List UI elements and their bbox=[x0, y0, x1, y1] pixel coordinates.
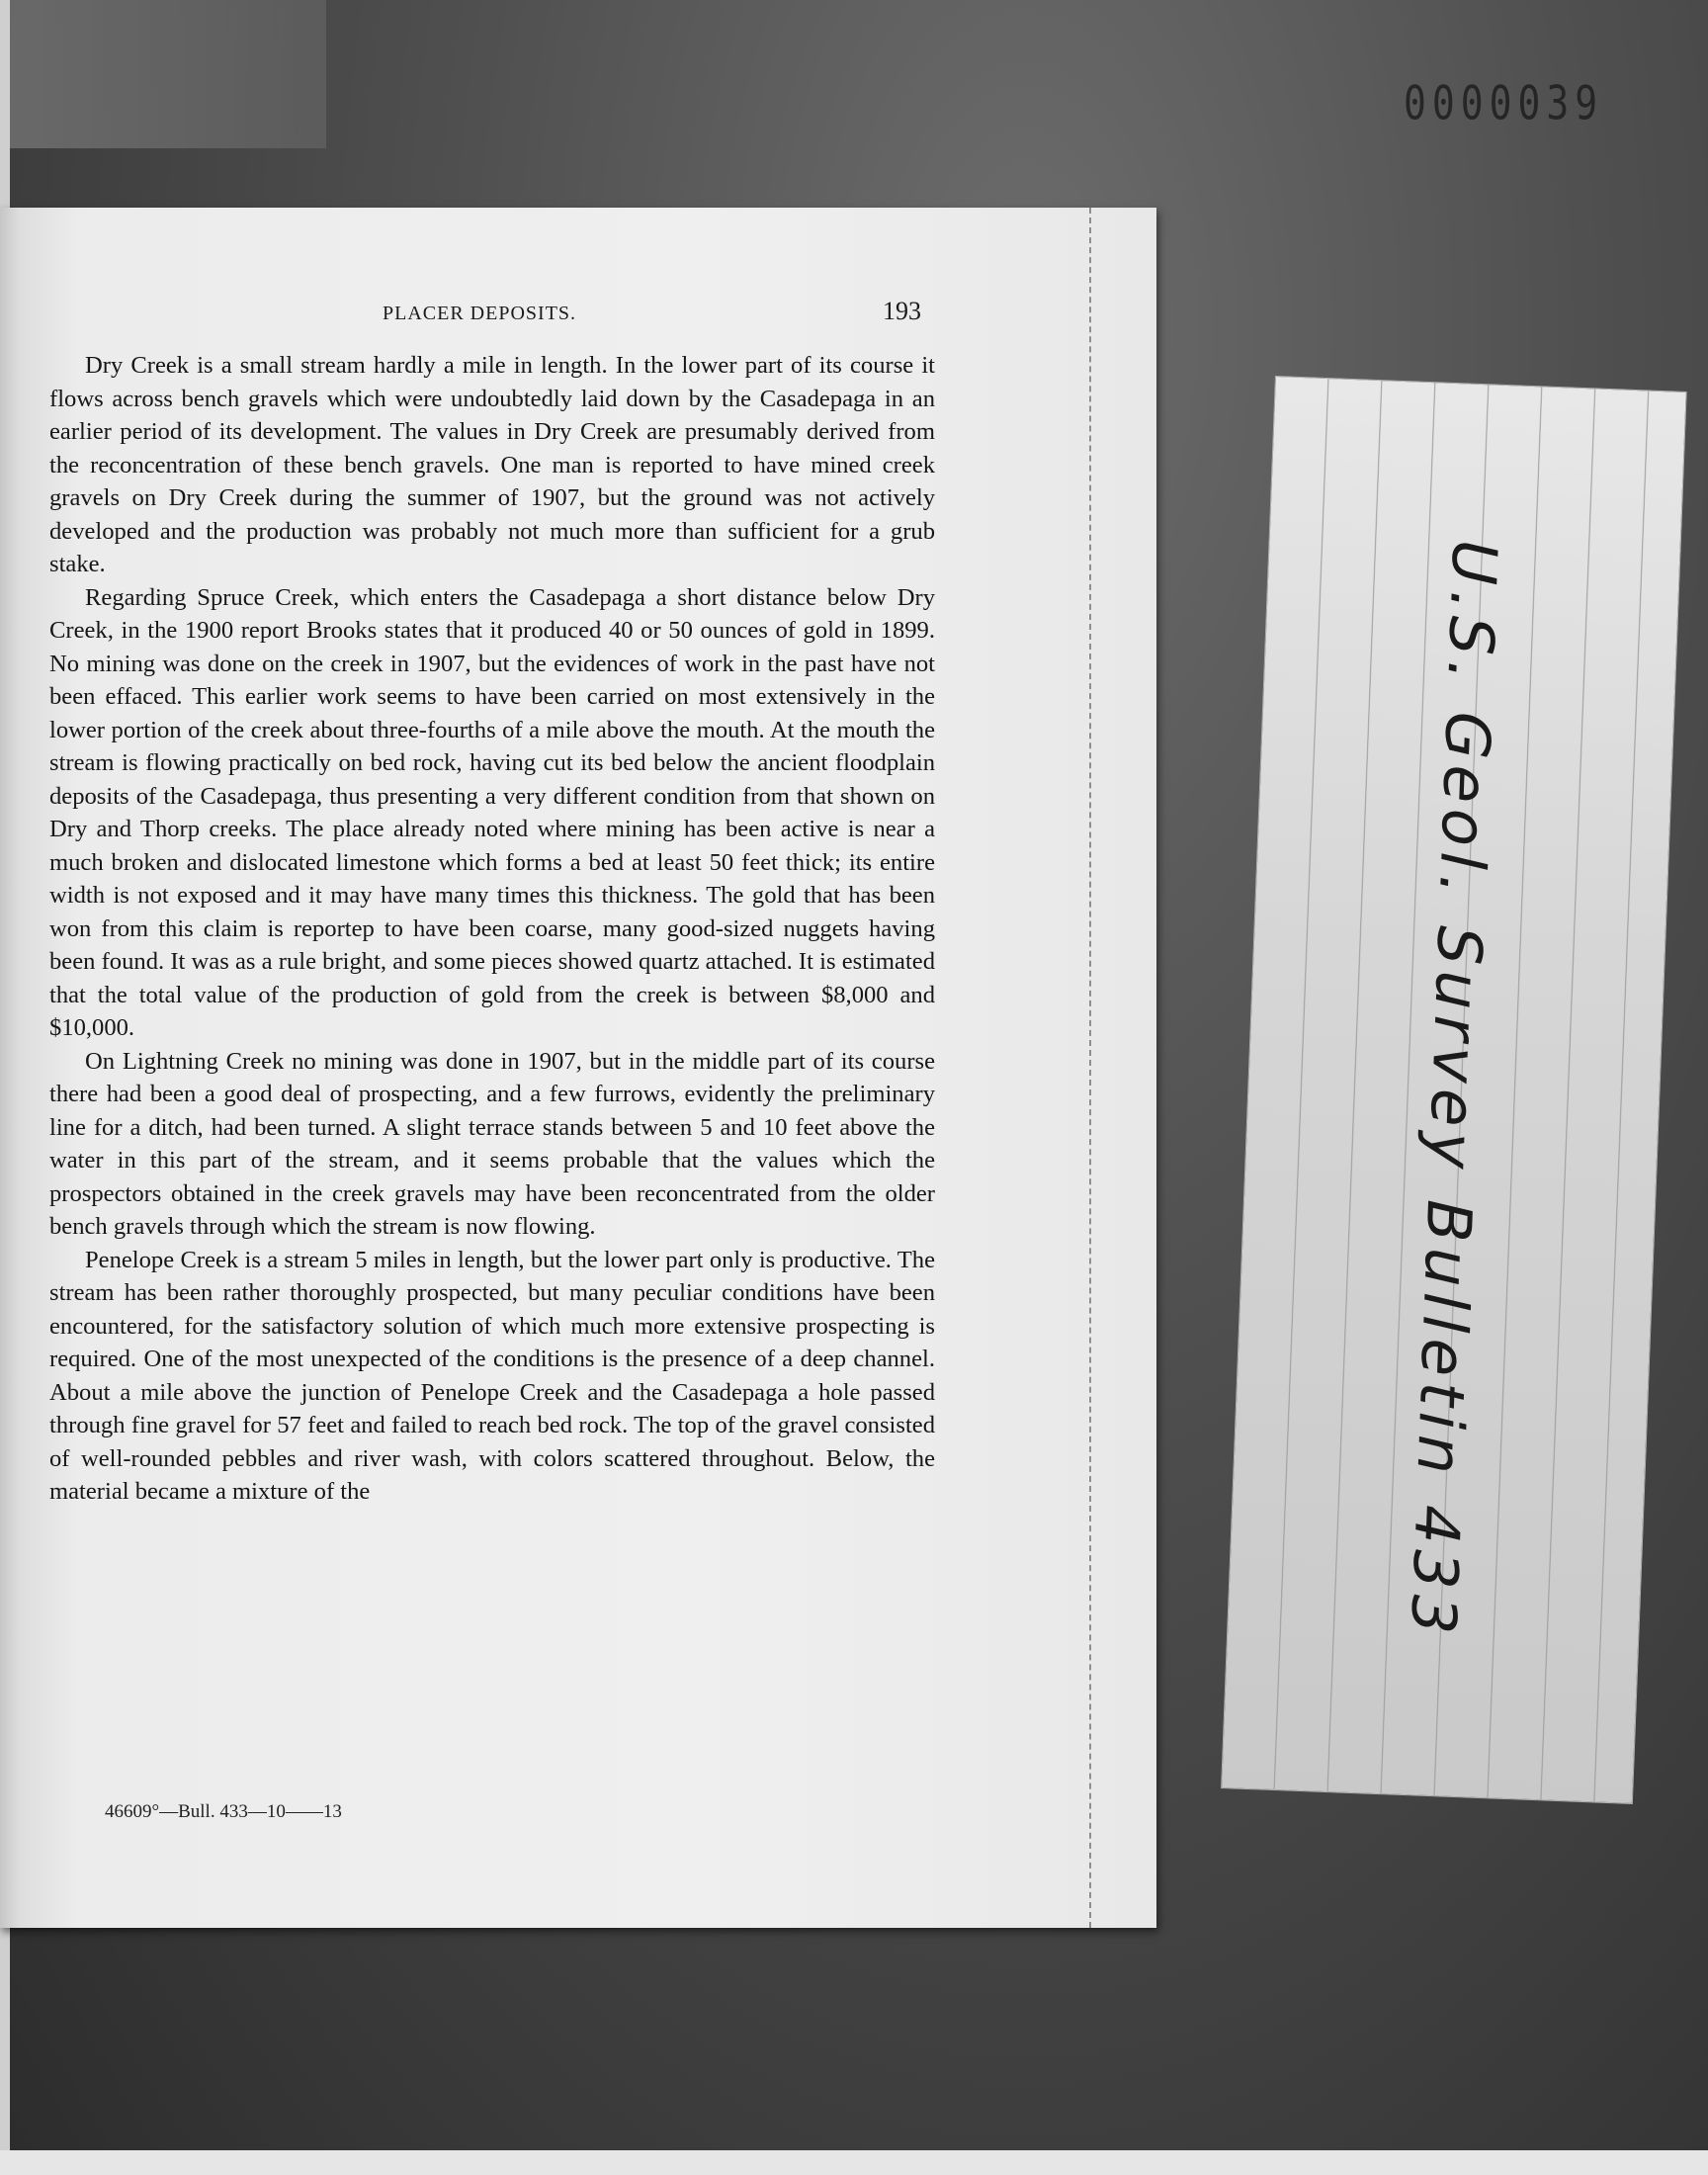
handwritten-label-slip bbox=[1221, 376, 1687, 1804]
paragraph-lightning-creek: On Lightning Creek no mining was done in 1907, but in the middle part of its course there had been a good deal of prospecting, and a few furrows, evidently the preliminary line for a ditch, had been turned. A slight terrace stands between 5 and 10 feet above the water in this part of the stream, and it seems probable that the values which the prospectors obtained in the creek gravels may have been reconcentrated from the older bench gravels through which the stream is now flowing. bbox=[49, 1047, 935, 1240]
book-page bbox=[0, 208, 1156, 1928]
page-header bbox=[0, 297, 1156, 330]
paragraph-spruce-creek: Regarding Spruce Creek, which enters the Casadepaga a short distance below Dry Creek, in the 1900 report Brooks states that it produced 40 or 50 ounces of gold in 1899. No mining was done on the creek in 1907, but the evidences of work in the past have not been effaced. This earlier work seems to have been carried on most extensively in the lower portion of the creek about three-fourths of a mile above the mouth. At the mouth the stream is flowing practically on bed rock, having cut its bed below the ancient floodplain deposits of the Casadepaga, thus presenting a very different condition from that shown on Dry and Thorp creeks. The place already noted where mining has been active is near a much broken and dislocated limestone which forms a bed at least 50 feet thick; its entire width is not exposed and it may have many times this thickness. The gold that has been won from this claim is reportep to have been coarse, many good-sized nuggets having been found. It was as a rule bright, and some pieces showed quartz attached. It is estimated that the total value of the production of gold from the creek is between $8,000 and $10,000. bbox=[49, 583, 935, 1041]
running-title: PLACER DEPOSITS. bbox=[383, 303, 577, 324]
paragraph-penelope-creek: Penelope Creek is a stream 5 miles in length, but the lower part only is productive. The stream has been rather thoroughly prospected, but many peculiar conditions have been encountered, for the satisfactory solution of which much more extensive prospecting is required. One of the most unexpected of the conditions is the presence of a deep channel. About a mile above the junction of Penelope Creek and the Casadepaga a hole passed through fine gravel for 57 feet and failed to reach bed rock. The top of the gravel consisted of well-rounded pebbles and river wash, with colors scattered throughout. Below, the material became a mixture of the bbox=[49, 1246, 935, 1505]
body-text bbox=[49, 349, 935, 1509]
document-stamp-number: 0000039 bbox=[1404, 75, 1604, 130]
handwritten-label: U.S. Geol. Survey Bulletin 433 bbox=[1397, 538, 1511, 1642]
signature-footer: 46609°—Bull. 433—10——13 bbox=[105, 1801, 342, 1822]
paragraph-dry-creek: Dry Creek is a small stream hardly a mile in length. In the lower part of its course it flows across bench gravels which were undoubtedly laid down by the Casadepaga in an earlier period of its development. The values in Dry Creek are presumably derived from the reconcentration of these bench gravels. One man is reported to have mined creek gravels on Dry Creek during the summer of 1907, but the ground was not actively developed and the production was probably not much more than sufficient for a grub stake. bbox=[49, 352, 935, 577]
page-fold-edge bbox=[1089, 208, 1099, 1928]
scan-shading bbox=[0, 0, 326, 148]
page-number: 193 bbox=[883, 297, 921, 325]
scan-bottom-margin bbox=[0, 2150, 1708, 2175]
